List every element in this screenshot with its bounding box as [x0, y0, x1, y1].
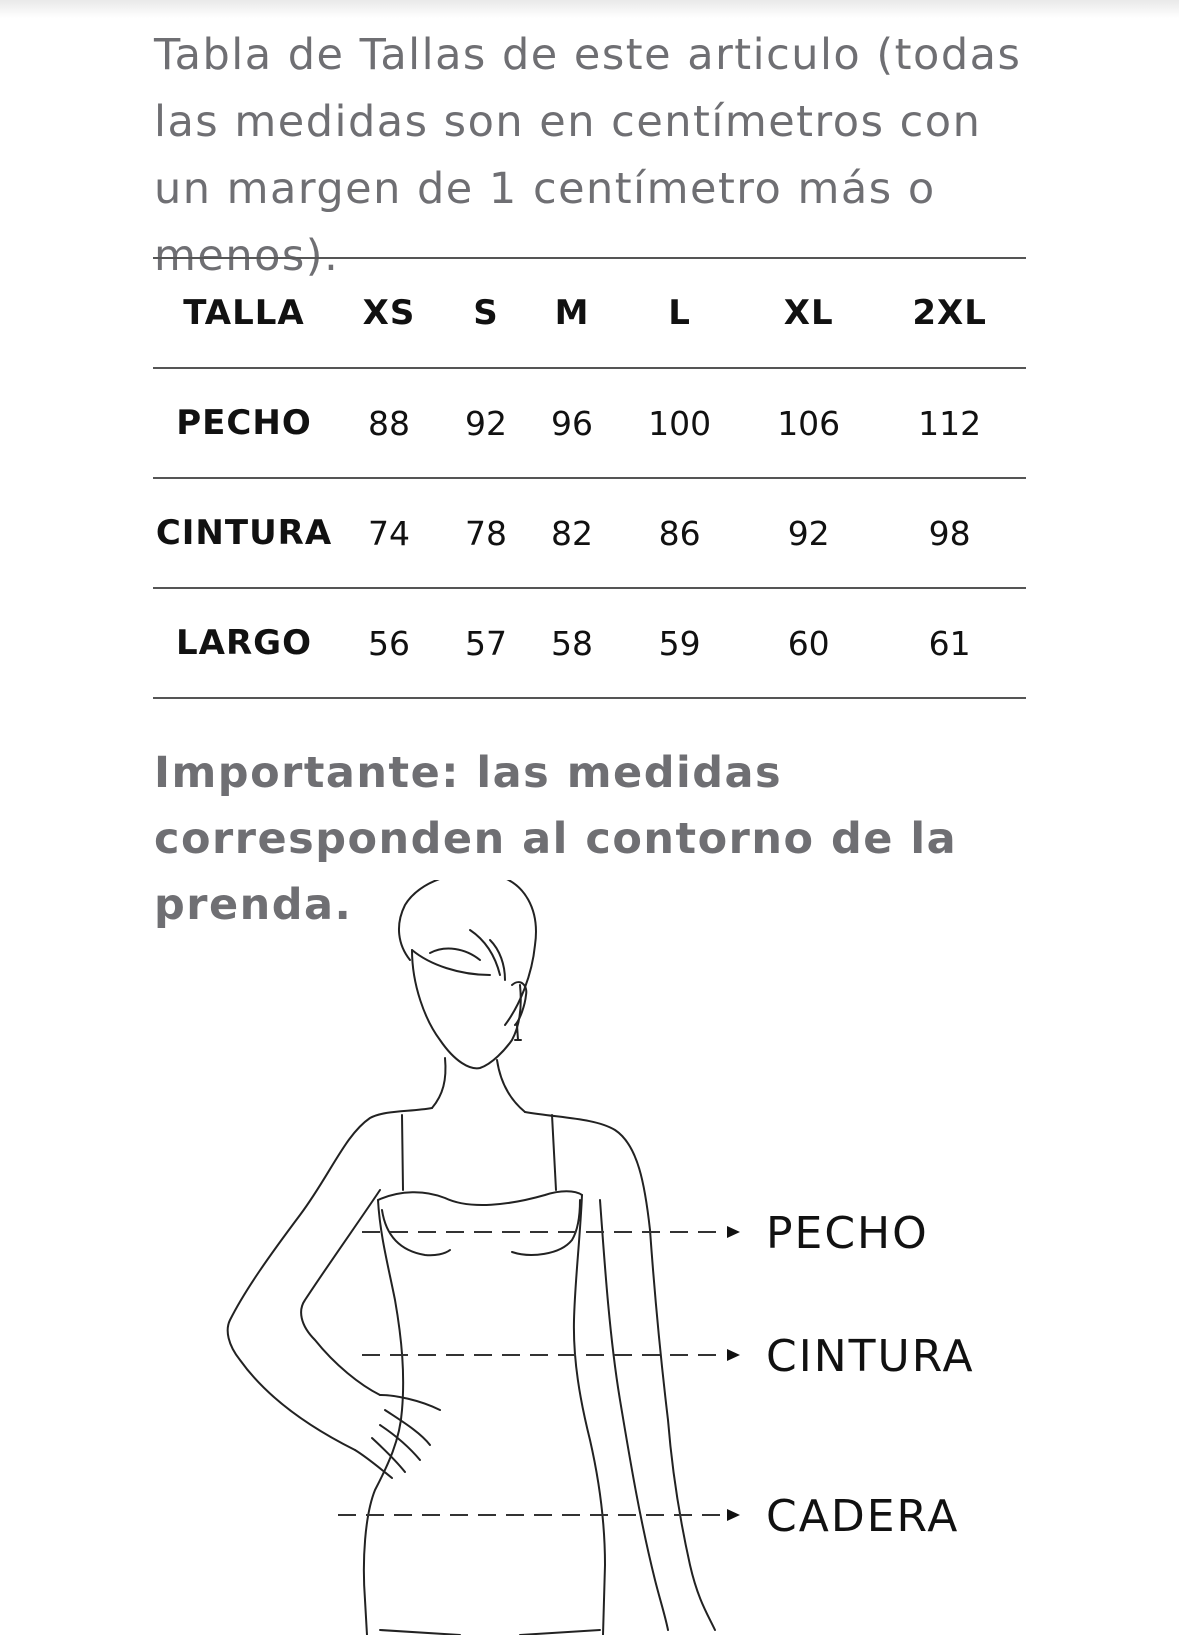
- torso-right: [574, 1195, 605, 1635]
- row-label-cintura: CINTURA: [153, 478, 335, 588]
- label-cintura: CINTURA: [766, 1331, 975, 1382]
- table-cell: 100: [615, 368, 744, 478]
- right-strap: [552, 1115, 556, 1190]
- table-row: [153, 478, 1026, 588]
- table-cell: 88: [335, 368, 443, 478]
- table-cell: 60: [744, 588, 873, 698]
- right-arm-inner: [600, 1200, 668, 1630]
- measurement-figure: [0, 880, 1179, 1635]
- table-cell: 58: [529, 588, 615, 698]
- label-pecho: PECHO: [766, 1208, 929, 1259]
- table-cell: 61: [873, 588, 1026, 698]
- table-cell: 74: [335, 478, 443, 588]
- left-strap: [402, 1115, 403, 1190]
- table-cell: 92: [443, 368, 529, 478]
- header-xl: XL: [744, 258, 873, 368]
- right-bust: [512, 1200, 580, 1255]
- hair-fringe: [412, 930, 505, 980]
- table-cell: 56: [335, 588, 443, 698]
- size-table: [153, 257, 1026, 699]
- cintura-arrow-icon: [727, 1349, 740, 1361]
- header-2xl: 2XL: [873, 258, 1026, 368]
- table-row: [153, 368, 1026, 478]
- cadera-arrow-icon: [727, 1509, 740, 1521]
- table-cell: 106: [744, 368, 873, 478]
- size-table-intro: Tabla de Tallas de este articulo (todas las medidas son en centímetros con un margen de 1 centímetro más o menos).: [154, 30, 1022, 281]
- important-note: Importante: las medidas corresponden al contorno de la prenda.: [154, 748, 958, 930]
- header-l: L: [615, 258, 744, 368]
- label-cadera: CADERA: [766, 1491, 960, 1542]
- table-cell: 112: [873, 368, 1026, 478]
- top-shadow: [0, 0, 1179, 18]
- table-cell: 59: [615, 588, 744, 698]
- table-header-row: [153, 258, 1026, 368]
- row-label-pecho: PECHO: [153, 368, 335, 478]
- row-label-largo: LARGO: [153, 588, 335, 698]
- header-m: M: [529, 258, 615, 368]
- header-s: S: [443, 258, 529, 368]
- header-xs: XS: [335, 258, 443, 368]
- header-talla: TALLA: [153, 258, 335, 368]
- left-inner-arm: [301, 1190, 380, 1395]
- table-cell: 86: [615, 478, 744, 588]
- right-shoulder: [525, 1112, 650, 1230]
- right-arm-outer: [650, 1230, 715, 1630]
- table-cell: 96: [529, 368, 615, 478]
- table-cell: 57: [443, 588, 529, 698]
- hem-hint: [380, 1630, 600, 1635]
- table-cell: 78: [443, 478, 529, 588]
- left-shoulder-arm: [228, 1108, 432, 1450]
- neck-right: [497, 1060, 525, 1112]
- table-cell: 92: [744, 478, 873, 588]
- table-row: [153, 588, 1026, 698]
- neck-left: [432, 1058, 445, 1108]
- table-cell: 98: [873, 478, 1026, 588]
- pecho-arrow-icon: [727, 1226, 740, 1238]
- table-cell: 82: [529, 478, 615, 588]
- bodice-top: [378, 1191, 582, 1205]
